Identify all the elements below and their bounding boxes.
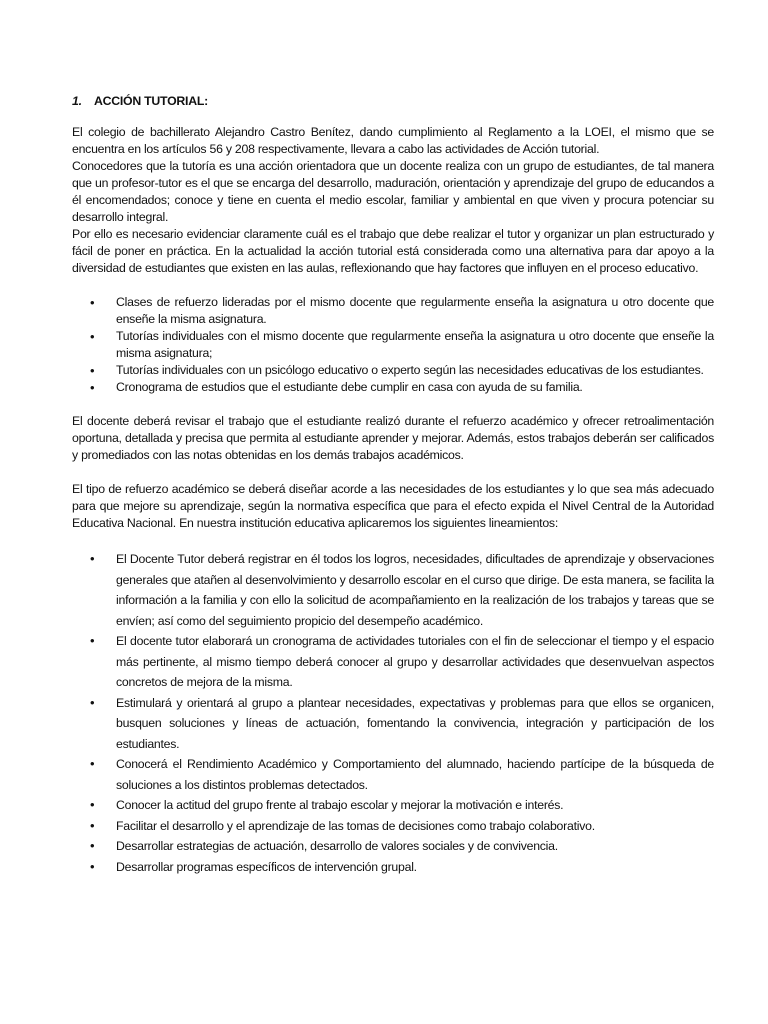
section-number: 1.	[72, 94, 82, 108]
list-item	[72, 549, 714, 631]
list-item-text: El docente tutor elaborará un cronograma de actividades tutoriales con el fin de seleccionar el tiempo y el espacio más pertinente, al mismo tiempo deberá conocer al grupo y desarrollar actividades que desenvuelvan aspectos concretos de mejora de la misma.	[116, 634, 714, 689]
list-item	[72, 379, 714, 396]
bullet-icon: •	[90, 380, 95, 395]
list-item-text: Clases de refuerzo lideradas por el mismo docente que regularmente enseña la asignatura u otro docente que enseñe la misma asignatura.	[116, 295, 714, 326]
list-item	[72, 816, 714, 837]
bullet-icon: •	[90, 551, 95, 566]
guidelines-list	[72, 549, 714, 877]
list-item	[72, 857, 714, 878]
list-item-text: Cronograma de estudios que el estudiante debe cumplir en casa con ayuda de su familia.	[116, 380, 583, 394]
bullet-icon: •	[90, 694, 95, 710]
list-item	[72, 362, 714, 379]
reinforcement-type-paragraph: El tipo de refuerzo académico se deberá diseñar acorde a las necesidades de los estudiantes y lo que sea más adecuado para que mejore su aprendizaje, según la normativa específica que para el efecto expida el Nivel Central de la Autoridad Educativa Nacional. En nuestra institución educativa aplicaremos los siguientes lineamientos:	[72, 482, 714, 530]
list-item	[72, 836, 714, 857]
bullet-icon: •	[90, 329, 95, 344]
intro-paragraph-2: Conocedores que la tutoría es una acción orientadora que un docente realiza con un grupo de estudiantes, de tal manera que un profesor-tutor es el que se encarga del desarrollo, maduración, orientación y aprendizaje del grupo de educandos a él encomendados; conoce y tiene en cuenta el medio escolar, familiar y ambiental en que viven y procura potenciar su desarrollo integral.	[72, 159, 714, 224]
list-item	[72, 795, 714, 816]
list-item-text: Desarrollar programas específicos de intervención grupal.	[116, 859, 417, 874]
review-paragraph: El docente deberá revisar el trabajo que el estudiante realizó durante el refuerzo académico y ofrecer retroalimentación oportuna, detallada y precisa que permita al estudiante aprender y mejorar. Además, estos trabajos deberán ser calificados y promediados con las notas obtenidas en los demás trabajos académicos.	[72, 414, 714, 462]
document-page	[72, 92, 714, 877]
intro-paragraph-3: Por ello es necesario evidenciar claramente cuál es el trabajo que debe realizar el tutor y organizar un plan estructurado y fácil de poner en práctica. En la actualidad la acción tutorial está considerada como una alternativa para dar apoyo a la diversidad de estudiantes que existen en las aulas, reflexionando que hay factores que influyen en el proceso educativo.	[72, 227, 714, 275]
intro-paragraph-1: El colegio de bachillerato Alejandro Castro Benítez, dando cumplimiento al Reglamento a la LOEI, el mismo que se encuentra en los artículos 56 y 208 respectivamente, llevara a cabo las actividades de Acción tutorial.	[72, 125, 714, 156]
reinforcement-options-list	[72, 294, 714, 396]
list-item	[72, 328, 714, 362]
bullet-icon: •	[90, 363, 95, 378]
list-item-text: Conocer la actitud del grupo frente al trabajo escolar y mejorar la motivación e interés.	[116, 798, 564, 812]
list-item-text: Desarrollar estrategias de actuación, desarrollo de valores sociales y de convivencia.	[116, 839, 558, 853]
list-item-text: Estimulará y orientará al grupo a plantear necesidades, expectativas y problemas para que ellos se organicen, busquen soluciones y líneas de actuación, fomentando la convivencia, integración y participación de los estudiantes.	[116, 695, 714, 751]
bullet-icon: •	[90, 858, 95, 874]
bullet-icon: •	[90, 633, 95, 648]
list-item-text: Tutorías individuales con el mismo docente que regularmente enseña la asignatura u otro docente que enseñe la misma asignatura;	[116, 329, 714, 360]
bullet-icon: •	[90, 838, 95, 853]
list-item-text: El Docente Tutor deberá registrar en él todos los logros, necesidades, dificultades de aprendizaje y observaciones generales que atañen al desenvolvimiento y desarrollo escolar en el curso que dirige. De esta manera, se facilita la información a la familia y con ello la solicitud de acompañamiento en la realización de los trabajos y tareas que se envíen; así como del seguimiento propicio del desempeño académico.	[116, 552, 714, 628]
list-item-text: Facilitar el desarrollo y el aprendizaje de las tomas de decisiones como trabajo colaborativo.	[116, 818, 595, 833]
bullet-icon: •	[90, 295, 95, 310]
list-item	[72, 754, 714, 795]
bullet-icon: •	[90, 817, 95, 833]
section-heading	[72, 92, 714, 110]
bullet-icon: •	[90, 797, 95, 812]
list-item-text: Conocerá el Rendimiento Académico y Comportamiento del alumnado, haciendo partícipe de la búsqueda de soluciones a los distintos problemas detectados.	[116, 757, 714, 792]
list-item	[72, 693, 714, 755]
bullet-icon: •	[90, 756, 95, 771]
list-item	[72, 631, 714, 693]
list-item-text: Tutorías individuales con un psicólogo educativo o experto según las necesidades educativas de los estudiantes.	[116, 363, 704, 377]
list-item	[72, 294, 714, 328]
section-title: ACCIÓN TUTORIAL:	[94, 94, 208, 108]
